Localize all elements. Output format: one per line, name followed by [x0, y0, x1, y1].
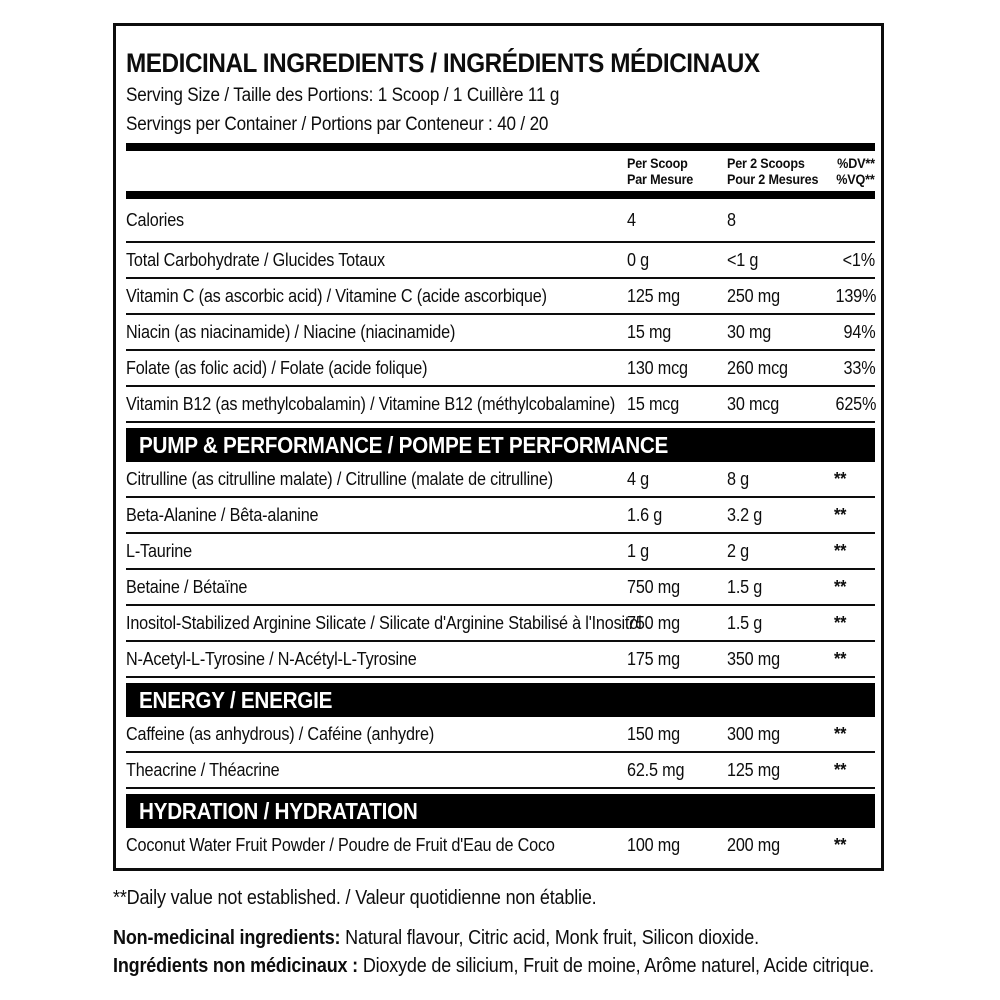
- ingredient-row: [126, 199, 875, 243]
- value-daily-value-cell: [831, 210, 875, 231]
- ingredient-name-cell: [126, 649, 627, 670]
- value-per-scoop-cell: [627, 649, 727, 670]
- value-per-scoop: 0 g: [627, 249, 649, 270]
- ingredient-name: Citrulline (as citrulline malate) / Citrulline (malate de citrulline): [126, 468, 553, 489]
- value-per-scoop: 100 mg: [627, 834, 680, 855]
- value-per-scoop-cell: [627, 613, 727, 634]
- value-daily-value: 139%: [835, 285, 877, 306]
- value-per-scoop-cell: [627, 469, 727, 490]
- section-header: [126, 683, 875, 717]
- ingredient-row: [126, 351, 875, 387]
- ingredient-name-cell: [126, 760, 627, 781]
- value-per-scoop: 150 mg: [627, 723, 680, 744]
- serving-size-text: Serving Size / Taille des Portions: 1 Scoop / 1 Cuillère 11 g: [126, 85, 560, 106]
- value-daily-value: 625%: [835, 393, 877, 414]
- value-per-2-scoops: 300 mg: [727, 723, 780, 744]
- value-daily-value: **: [834, 540, 847, 561]
- value-per-2-scoops: 200 mg: [727, 834, 780, 855]
- ingredient-row: [126, 315, 875, 351]
- column-headers: [126, 155, 875, 187]
- value-daily-value-cell: [831, 649, 875, 670]
- value-per-scoop-cell: [627, 760, 727, 781]
- value-per-2-scoops-cell: [727, 613, 831, 634]
- value-per-2-scoops-cell: [727, 469, 831, 490]
- section-header-text: PUMP & PERFORMANCE / POMPE ET PERFORMANCE: [139, 431, 669, 458]
- value-daily-value-cell: [831, 577, 875, 598]
- value-per-scoop-cell: [627, 577, 727, 598]
- non-medicinal-en-text: Natural flavour, Citric acid, Monk fruit, Silicon dioxide.: [340, 927, 759, 949]
- value-per-2-scoops: 8 g: [727, 468, 749, 489]
- value-per-scoop-cell: [627, 394, 727, 415]
- value-per-scoop: 1.6 g: [627, 504, 663, 525]
- value-per-2-scoops: <1 g: [727, 249, 759, 270]
- ingredient-name: Vitamin C (as ascorbic acid) / Vitamine C (acide ascorbique): [126, 285, 547, 306]
- serving-size-line: [126, 85, 875, 107]
- value-daily-value: <1%: [842, 249, 875, 270]
- value-per-scoop: 15 mcg: [627, 393, 680, 414]
- value-per-scoop-cell: [627, 210, 727, 231]
- ingredient-row: [126, 570, 875, 606]
- value-per-2-scoops: 260 mcg: [727, 357, 788, 378]
- section-header-text: HYDRATION / HYDRATATION: [139, 797, 418, 824]
- ingredient-name: Betaine / Bétaïne: [126, 576, 248, 597]
- non-medicinal-en-line: [113, 924, 759, 952]
- non-medicinal-ingredients-fr: [113, 952, 983, 980]
- value-per-scoop-cell: [627, 835, 727, 856]
- value-per-2-scoops: 350 mg: [727, 648, 780, 669]
- per-scoop-fr: Par Mesure: [627, 171, 694, 187]
- non-medicinal-fr-label: Ingrédients non médicinaux :: [113, 955, 358, 977]
- section-header: [126, 428, 875, 462]
- ingredient-row: [126, 462, 875, 498]
- ingredient-name-cell: [126, 358, 627, 379]
- ingredient-name: Folate (as folic acid) / Folate (acide folique): [126, 357, 428, 378]
- value-per-scoop: 1 g: [627, 540, 649, 561]
- value-daily-value-cell: [831, 541, 875, 562]
- value-per-scoop: 4: [627, 209, 636, 230]
- value-per-2-scoops: 1.5 g: [727, 576, 763, 597]
- value-daily-value: **: [834, 723, 847, 744]
- value-daily-value: **: [834, 648, 847, 669]
- value-daily-value: 33%: [843, 357, 875, 378]
- ingredient-name: Caffeine (as anhydrous) / Caféine (anhydre): [126, 723, 435, 744]
- value-daily-value-cell: [831, 835, 875, 856]
- ingredient-name: Calories: [126, 209, 184, 230]
- value-per-scoop-cell: [627, 286, 727, 307]
- ingredient-name-cell: [126, 505, 627, 526]
- ingredient-name: Vitamin B12 (as methylcobalamin) / Vitamine B12 (méthylcobalamine): [126, 393, 616, 414]
- column-header-per-2-scoops: [727, 155, 831, 187]
- daily-value-note-text: **Daily value not established. / Valeur quotidienne non établie.: [113, 887, 597, 909]
- servings-per-container-line: [126, 114, 875, 136]
- value-per-2-scoops-cell: [727, 760, 831, 781]
- ingredient-table: [126, 199, 875, 862]
- value-per-scoop-cell: [627, 541, 727, 562]
- value-per-2-scoops-cell: [727, 505, 831, 526]
- value-per-2-scoops-cell: [727, 835, 831, 856]
- per-2-scoops-fr: Pour 2 Mesures: [727, 171, 819, 187]
- per-2-scoops-en: Per 2 Scoops: [727, 155, 805, 171]
- value-daily-value-cell: [831, 760, 875, 781]
- ingredient-name: Niacin (as niacinamide) / Niacine (niacinamide): [126, 321, 456, 342]
- divider-bar-header: [126, 191, 875, 199]
- ingredient-row: [126, 387, 875, 423]
- ingredient-name: Inositol-Stabilized Arginine Silicate / Silicate d'Arginine Stabilisé à l'Inositol: [126, 612, 642, 633]
- value-daily-value-cell: [831, 469, 875, 490]
- value-daily-value-cell: [831, 724, 875, 745]
- column-header-dv: [831, 155, 875, 187]
- ingredient-row: [126, 642, 875, 678]
- ingredient-name-cell: [126, 210, 627, 231]
- ingredient-name: L-Taurine: [126, 540, 192, 561]
- panel-title-text: MEDICINAL INGREDIENTS / INGRÉDIENTS MÉDICINAUX: [126, 48, 760, 78]
- ingredient-row: [126, 606, 875, 642]
- value-per-scoop: 750 mg: [627, 576, 680, 597]
- value-per-2-scoops-cell: [727, 286, 831, 307]
- ingredient-name-cell: [126, 541, 627, 562]
- value-per-2-scoops-cell: [727, 394, 831, 415]
- value-daily-value-cell: [831, 286, 875, 307]
- ingredient-row: [126, 534, 875, 570]
- value-per-scoop-cell: [627, 724, 727, 745]
- value-per-2-scoops-cell: [727, 358, 831, 379]
- ingredient-name: N-Acetyl-L-Tyrosine / N-Acétyl-L-Tyrosine: [126, 648, 417, 669]
- value-per-scoop-cell: [627, 322, 727, 343]
- ingredient-name: Coconut Water Fruit Powder / Poudre de Fruit d'Eau de Coco: [126, 834, 555, 855]
- ingredient-name: Total Carbohydrate / Glucides Totaux: [126, 249, 385, 270]
- dv-en: %DV**: [837, 155, 875, 171]
- column-header-per-scoop: [627, 155, 727, 187]
- ingredient-row: [126, 279, 875, 315]
- value-daily-value-cell: [831, 358, 875, 379]
- value-per-2-scoops-cell: [727, 210, 831, 231]
- value-daily-value: **: [834, 504, 847, 525]
- value-daily-value-cell: [831, 322, 875, 343]
- value-per-2-scoops: 125 mg: [727, 759, 780, 780]
- ingredient-name-cell: [126, 835, 627, 856]
- value-per-2-scoops-cell: [727, 649, 831, 670]
- non-medicinal-fr-line: [113, 952, 874, 980]
- value-per-2-scoops-cell: [727, 541, 831, 562]
- value-per-scoop: 62.5 mg: [627, 759, 685, 780]
- ingredient-name-cell: [126, 469, 627, 490]
- value-per-scoop: 4 g: [627, 468, 649, 489]
- value-per-scoop: 15 mg: [627, 321, 672, 342]
- ingredient-name-cell: [126, 250, 627, 271]
- value-daily-value: **: [834, 612, 847, 633]
- dv-fr: %VQ**: [836, 171, 875, 187]
- ingredient-name: Theacrine / Théacrine: [126, 759, 280, 780]
- value-per-2-scoops-cell: [727, 322, 831, 343]
- value-per-scoop: 175 mg: [627, 648, 680, 669]
- ingredient-name-cell: [126, 612, 642, 634]
- value-per-scoop-cell: [627, 358, 727, 379]
- value-per-2-scoops-cell: [727, 577, 831, 598]
- value-per-2-scoops: 3.2 g: [727, 504, 763, 525]
- ingredient-row: [126, 243, 875, 279]
- value-per-2-scoops: 1.5 g: [727, 612, 763, 633]
- ingredient-name: Beta-Alanine / Bêta-alanine: [126, 504, 319, 525]
- ingredient-row: [126, 828, 875, 862]
- value-per-2-scoops: 250 mg: [727, 285, 780, 306]
- value-daily-value: **: [834, 576, 847, 597]
- ingredient-row: [126, 753, 875, 789]
- non-medicinal-ingredients-en: [113, 924, 983, 952]
- medicinal-ingredients-panel: [113, 23, 884, 871]
- value-per-2-scoops: 30 mg: [727, 321, 772, 342]
- ingredient-row: [126, 717, 875, 753]
- value-daily-value: 94%: [843, 321, 875, 342]
- ingredient-name-cell: [126, 322, 627, 343]
- value-daily-value-cell: [831, 394, 875, 415]
- divider-bar-top: [126, 143, 875, 151]
- value-per-scoop-cell: [627, 505, 727, 526]
- value-per-2-scoops-cell: [727, 724, 831, 745]
- value-daily-value-cell: [831, 613, 875, 634]
- non-medicinal-en-label: Non-medicinal ingredients:: [113, 927, 341, 949]
- ingredient-name-cell: [126, 394, 627, 415]
- value-daily-value-cell: [831, 250, 875, 271]
- ingredient-name-cell: [126, 577, 627, 598]
- value-daily-value-cell: [831, 505, 875, 526]
- value-per-scoop: 130 mcg: [627, 357, 688, 378]
- per-scoop-en: Per Scoop: [627, 155, 688, 171]
- ingredient-row: [126, 498, 875, 534]
- footnotes: [113, 886, 983, 980]
- panel-title: [126, 48, 875, 78]
- ingredient-name-cell: [126, 286, 627, 307]
- value-daily-value: **: [834, 468, 847, 489]
- section-header-text: ENERGY / ENERGIE: [139, 686, 333, 713]
- value-per-2-scoops: 8: [727, 209, 736, 230]
- value-per-scoop: 750 mg: [627, 612, 680, 633]
- value-per-scoop: 125 mg: [627, 285, 680, 306]
- value-per-scoop-cell: [627, 250, 727, 271]
- value-per-2-scoops: 2 g: [727, 540, 749, 561]
- value-per-2-scoops: 30 mcg: [727, 393, 780, 414]
- daily-value-note: [113, 886, 983, 910]
- servings-per-container-text: Servings per Container / Portions par Conteneur : 40 / 20: [126, 114, 549, 135]
- value-daily-value: **: [834, 834, 847, 855]
- value-per-2-scoops-cell: [727, 250, 831, 271]
- non-medicinal-fr-text: Dioxyde de silicium, Fruit de moine, Arôme naturel, Acide citrique.: [357, 955, 874, 977]
- value-daily-value: **: [834, 759, 847, 780]
- section-header: [126, 794, 875, 828]
- ingredient-name-cell: [126, 724, 627, 745]
